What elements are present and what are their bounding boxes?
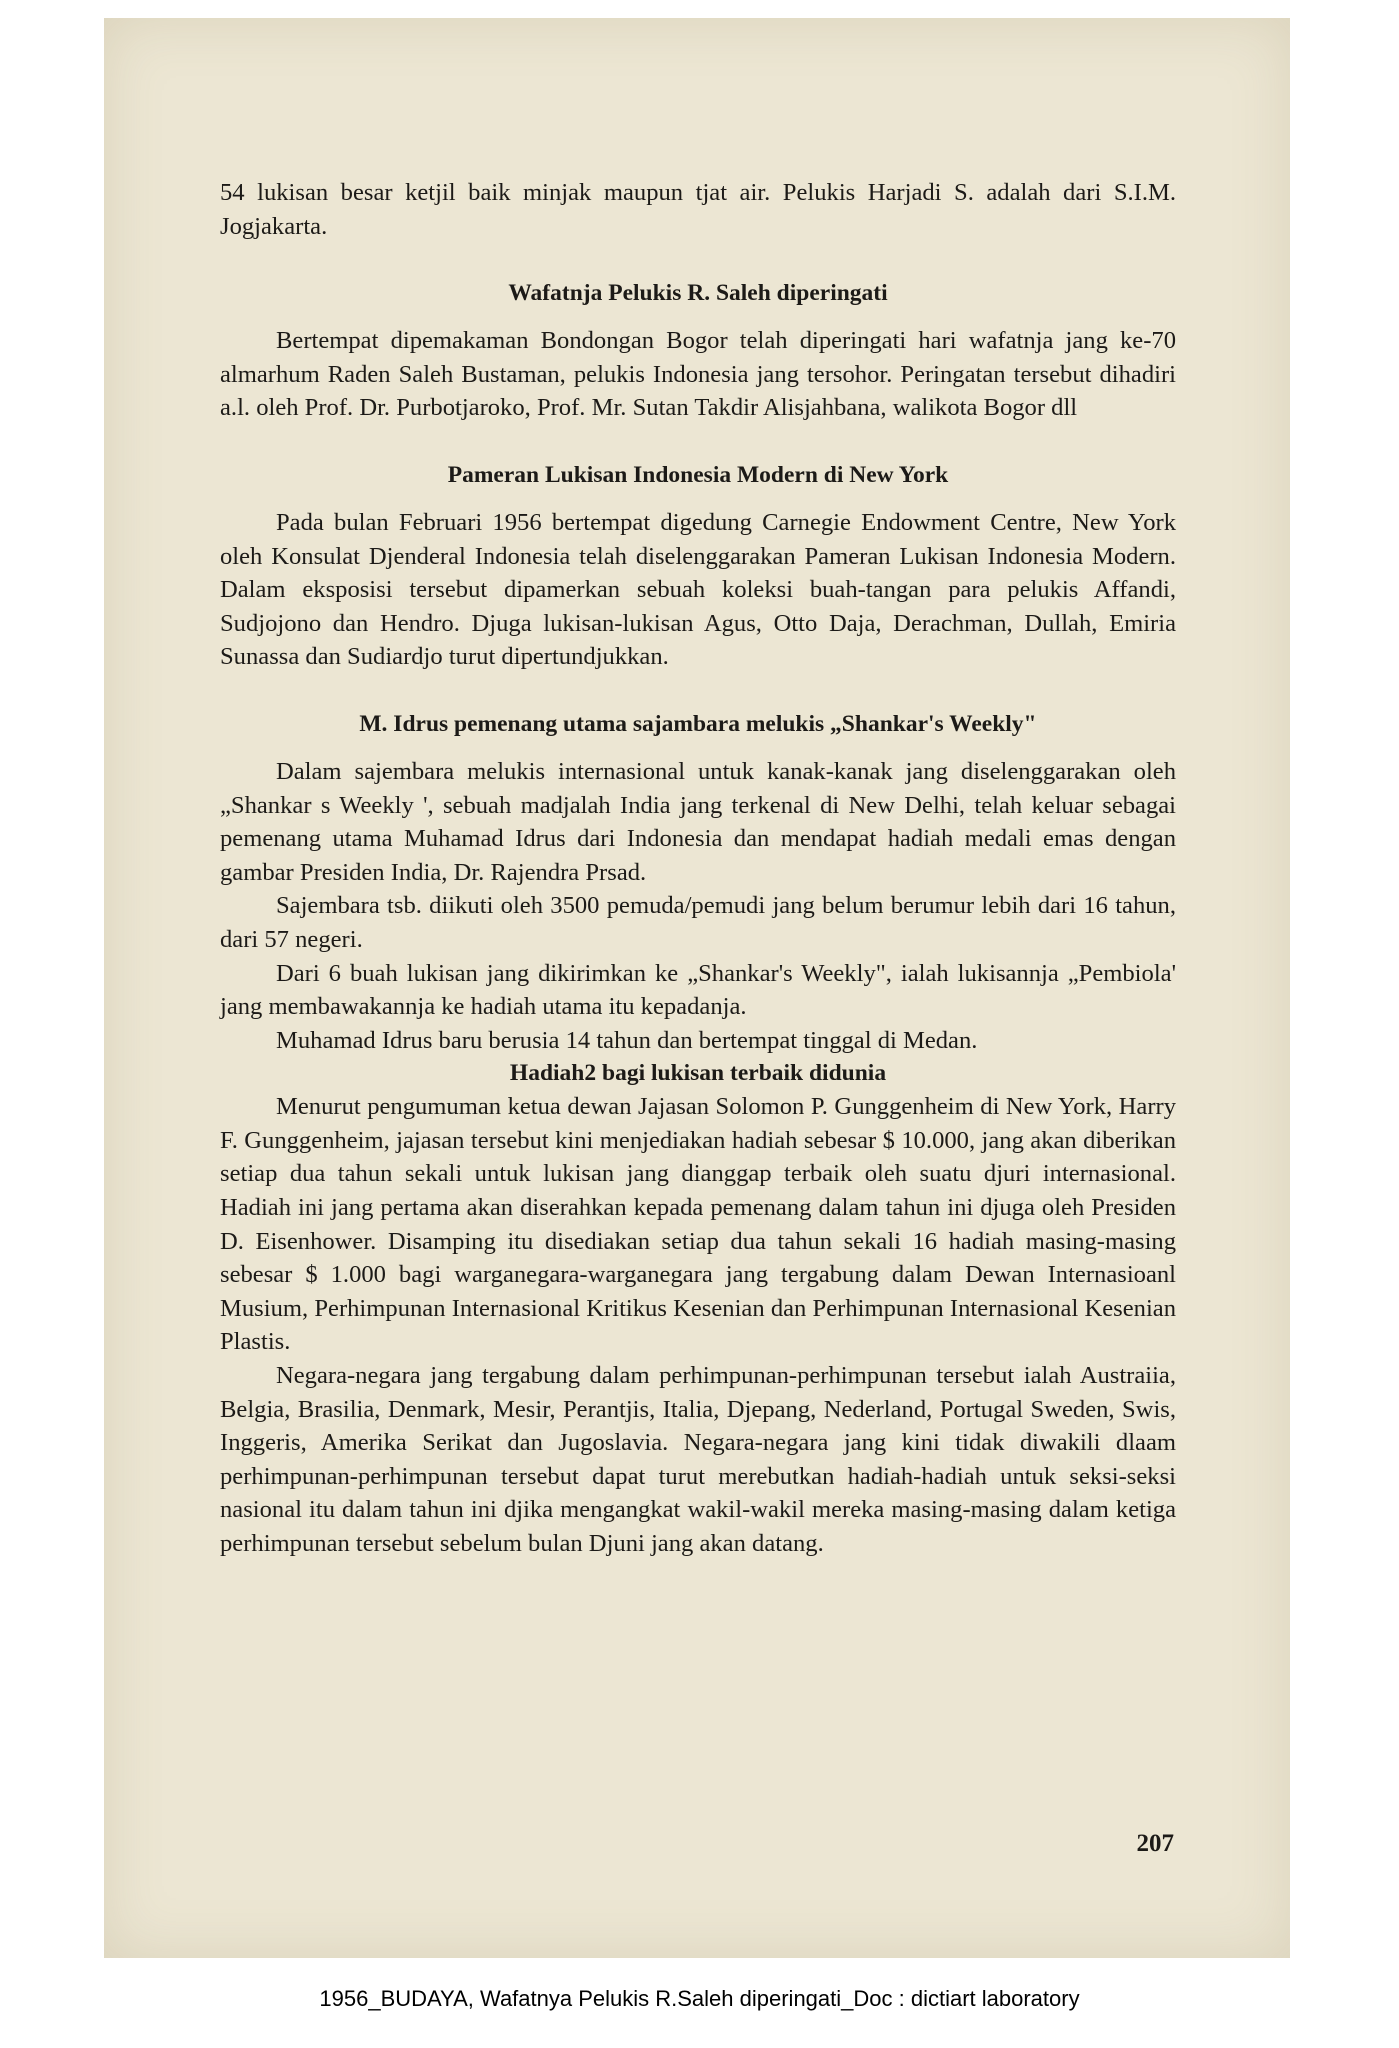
paragraph-idrus-1: Dalam sajembara melukis internasional untuk kanak-kanak jang diselenggarakan oleh „Shankar s Weekly ', sebuah madjalah India jang terkenal di New Delhi, telah keluar sebagai pemenang utama Muhamad Idrus dari Indonesia dan mendapat hadiah medali emas dengan gambar Presiden India, Dr. Rajendra Prsad. bbox=[220, 757, 1176, 886]
scanned-page bbox=[104, 18, 1290, 1958]
heading-new-york-exhibition: Pameran Lukisan Indonesia Modern di New York bbox=[447, 461, 949, 488]
paragraph-raden-saleh: Bertempat dipemakaman Bondongan Bogor telah diperingati hari wafatnja jang ke-70 almarhum Raden Saleh Bustaman, pelukis Indonesia jang tersohor. Peringatan tersebut dihadiri a.l. oleh Prof. Dr. Purbotjaroko, Prof. Mr. Sutan Takdir Alisjahbana, walikota Bogor dll bbox=[220, 327, 1176, 422]
article-body bbox=[220, 176, 1176, 1561]
paragraph-prizes-2: Negara-negara jang tergabung dalam perhimpunan-perhimpunan tersebut ialah Austraiia, Belgia, Brasilia, Denmark, Mesir, Perantjis, Italia, Djepang, Nederland, Portugal Sweden, Swis, Inggeris, Amerika Serikat dan Jugoslavia. Negara-negara jang kini tidak diwakili dlaam perhimpunan-perhimpunan tersebut dapat turut merebutkan hadiah-hadiah untuk seksi-seksi nasional itu dalam tahun ini djika mengangkat wakil-wakil mereka masing-masing dalam ketiga perhimpunan tersebut sebelum bulan Djuni jang akan datang. bbox=[220, 1362, 1176, 1557]
paragraph-idrus-2: Sajembara tsb. diikuti oleh 3500 pemuda/pemudi jang belum berumur lebih dari 16 tahun, dari 57 negeri. bbox=[220, 892, 1176, 953]
intro-paragraph: 54 lukisan besar ketjil baik minjak maupun tjat air. Pelukis Harjadi S. adalah dari S.I.M. Jogjakarta. bbox=[220, 179, 1176, 240]
page-number: 207 bbox=[1136, 1830, 1174, 1857]
paragraph-idrus-3: Dari 6 buah lukisan jang dikirimkan ke „Shankar's Weekly", ialah lukisannja „Pembiola' jang membawakannja ke hadiah utama itu kepadanja. bbox=[220, 959, 1176, 1021]
paragraph-idrus-4: Muhamad Idrus baru berusia 14 tahun dan bertempat tinggal di Medan. bbox=[276, 1026, 978, 1054]
document-caption: 1956_BUDAYA, Wafatnya Pelukis R.Saleh diperingati_Doc : dictiart laboratory bbox=[319, 1986, 1080, 2011]
heading-raden-saleh: Wafatnja Pelukis R. Saleh diperingati bbox=[508, 280, 888, 307]
heading-idrus-winner: M. Idrus pemenang utama sajambara melukis „Shankar's Weekly" bbox=[359, 710, 1037, 737]
paragraph-new-york-exhibition: Pada bulan Februari 1956 bertempat digedung Carnegie Endowment Centre, New York oleh Konsulat Djenderal Indonesia telah diselenggarakan Pameran Lukisan Indonesia Modern. Dalam eksposisi tersebut dipamerkan sebuah koleksi buah-tangan para pelukis Affandi, Sudjojono dan Hendro. Djuga lukisan-lukisan Agus, Otto Daja, Derachman, Dullah, Emiria Sunassa dan Sudiardjo turut dipertundjukkan. bbox=[220, 508, 1176, 671]
paragraph-prizes-1: Menurut pengumuman ketua dewan Jajasan Solomon P. Gunggenheim di New York, Harry F. Gunggenheim, jajasan tersebut kini menjediakan hadiah sebesar $ 10.000, jang akan diberikan setiap dua tahun sekali untuk lukisan jang dianggap terbaik oleh suatu djuri internasional. Hadiah ini jang pertama akan diserahkan kepada pemenang dalam tahun ini djuga oleh Presiden D. Eisenhower. Disamping itu disediakan setiap dua tahun sekali 16 hadiah masing-masing sebesar $ 1.000 bagi warganegara-warganegara jang tergabung dalam Dewan Internasioanl Musium, Perhimpunan Internasional Kritikus Kesenian dan Perhimpunan Internasional Kesenian Plastis. bbox=[220, 1093, 1176, 1356]
heading-best-painting-prizes: Hadiah2 bagi lukisan terbaik didunia bbox=[509, 1060, 887, 1087]
